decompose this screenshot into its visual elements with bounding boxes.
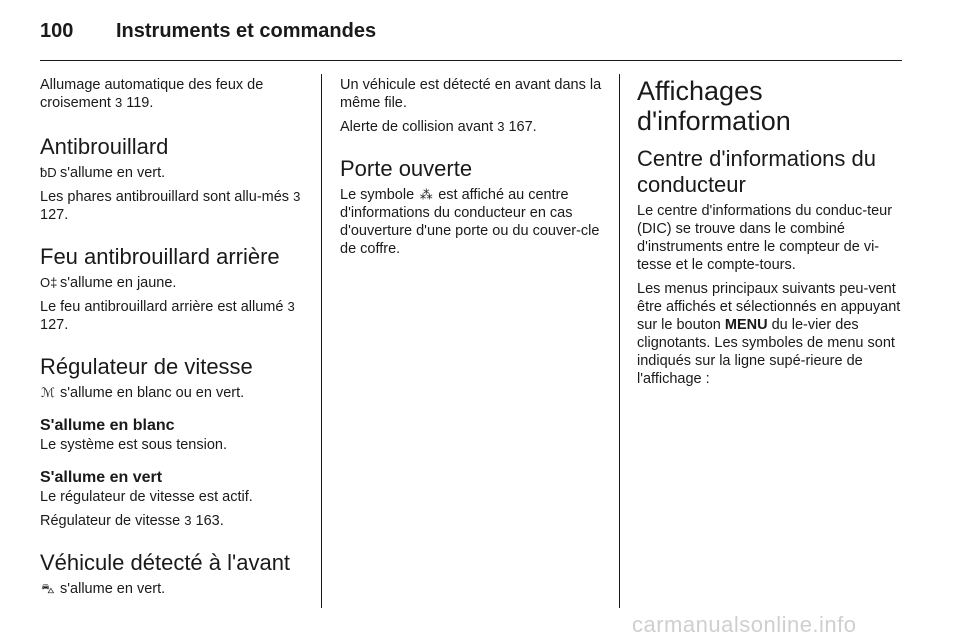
dic-paragraph-1: Le centre d'informations du conduc-teur (DIC) se trouve dans le combiné d'instruments entre le compteur de vi-tesse et le compte-tours. [637, 203, 893, 273]
column-divider [321, 74, 322, 608]
column-middle [340, 76, 602, 264]
cruise-white-heading: S'allume en blanc [40, 417, 175, 434]
door-heading: Porte ouverte [340, 156, 473, 181]
watermark: carmanualsonline.info [632, 612, 857, 637]
dic-paragraph-2: Les menus principaux suivants peu-vent être affichés et sélectionnés en appuyant sur le bouton MENU du le-vier des clignotants. Les symboles de menu sont indiqués sur la ligne supé-rieure de l'affichage : [637, 281, 901, 387]
fog-light-icon: ƀD [40, 165, 57, 180]
column-divider [619, 74, 620, 608]
ref-arrow-icon: 3 [287, 299, 295, 314]
door-open-icon: ⁂ [419, 187, 433, 202]
cruise-ref: Régulateur de vitesse 3 163. [40, 513, 224, 529]
ref-arrow-icon: 3 [293, 189, 301, 204]
collision-text: Alerte de collision avant 3 167. [340, 119, 537, 135]
dic-heading: Centre d'informations du conducteur [637, 146, 876, 197]
fog-text: Les phares antibrouillard sont allu-més 3 127. [40, 189, 301, 223]
column-left [40, 76, 308, 604]
page-number: 100 [40, 20, 74, 42]
menu-label: MENU [724, 317, 768, 333]
vehicle-status: ⛍ s'allume en vert. [41, 581, 166, 597]
ref-arrow-icon: 3 [114, 95, 123, 110]
section-title: Affichages d'information [637, 76, 791, 136]
cruise-status: ℳ s'allume en blanc ou en vert. [41, 385, 245, 401]
vehicle-heading: Véhicule détecté à l'avant [40, 550, 291, 575]
intro-paragraph: Allumage automatique des feux de croisement 3 119. [40, 77, 264, 111]
chapter-title: Instruments et commandes [116, 20, 377, 42]
ref-arrow-icon: 3 [497, 119, 505, 134]
rear-fog-heading: Feu antibrouillard arrière [40, 244, 280, 269]
cruise-heading: Régulateur de vitesse [40, 354, 253, 379]
fog-heading: Antibrouillard [40, 134, 169, 159]
rear-fog-status: O‡ s'allume en jaune. [40, 275, 177, 291]
rear-fog-text: Le feu antibrouillard arrière est allumé 3 127. [40, 299, 295, 333]
vehicle-text: Un véhicule est détecté en avant dans la même file. [340, 77, 602, 111]
cruise-green-text: Le régulateur de vitesse est actif. [40, 489, 253, 505]
page-header [40, 20, 902, 61]
fog-status: ƀD s'allume en vert. [40, 165, 166, 181]
column-right [637, 76, 903, 394]
cruise-control-icon: ℳ [41, 385, 55, 400]
rear-fog-light-icon: O‡ [40, 275, 58, 290]
cruise-white-text: Le système est sous tension. [40, 437, 227, 453]
car-icon: ⛍ [41, 581, 55, 596]
cruise-green-heading: S'allume en vert [40, 469, 163, 486]
ref-arrow-icon: 3 [184, 513, 192, 528]
door-text: Le symbole ⁂ est affiché au centre d'informations du conducteur en cas d'ouverture d'une porte ou du couver-cle de coffre. [340, 187, 600, 257]
